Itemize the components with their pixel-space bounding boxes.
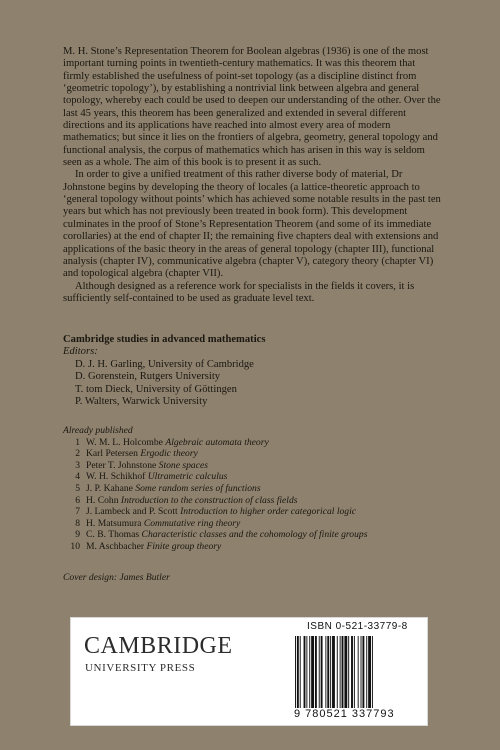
book-author: Peter T. Johnstone (86, 459, 157, 471)
book-item (63, 506, 463, 518)
book-title: Finite group theory (146, 540, 222, 552)
book-number: 1 (75, 436, 80, 448)
book-author: M. Aschbacher (86, 540, 145, 552)
book-author: Karl Petersen (86, 448, 138, 460)
isbn-label: ISBN 0-521-33779-8 (307, 621, 408, 632)
book-number: 8 (75, 517, 80, 529)
book-number: 6 (75, 494, 80, 506)
book-number: 9 (75, 529, 80, 541)
book-title: Introduction to higher order categorical logic (180, 506, 357, 518)
book-item (63, 495, 463, 507)
blurb-paragraph-1: M. H. Stone’s Representation Theorem for Boolean algebras (1936) is one of the most important turning points in twentieth-century mathematics. It was this theorem that firmly established the usefulness of point-set topology (as a discipline distinct from ‘geometric topology’), by establishing a nontrivial link between algebra and general topology, whereby each could be used to deepen our understanding of the other. Over the last 45 years, this theorem has been generalized and extended in several different directions and its applications have reached into almost every area of modern mathematics; but since it lies on the frontiers of algebra, geometry, general topology and functional analysis, the corpus of mathematics which has arisen in this way is seldom seen as a whole. The aim of this book is to present it as such. (63, 46, 441, 169)
publisher-barcode-panel (70, 617, 428, 726)
book-item (63, 437, 463, 449)
already-published-label: Already published (63, 425, 133, 436)
series-info (63, 334, 443, 408)
barcode-icon (293, 636, 405, 708)
editor-item: T. tom Dieck, University of Göttingen (75, 383, 237, 395)
book-author: W. M. L. Holcombe (86, 436, 163, 448)
blurb-paragraph-3: Although designed as a reference work for specialists in the fields it covers, it is sufficiently self-contained to be used as graduate level text. (63, 280, 415, 304)
book-title: Ultrametric calculus (147, 471, 228, 483)
book-number: 3 (75, 459, 80, 471)
book-title: Algebraic automata theory (165, 436, 269, 448)
book-author: C. B. Thomas (86, 529, 140, 541)
book-item (63, 541, 463, 553)
book-number: 2 (75, 448, 80, 460)
book-number: 7 (75, 506, 80, 518)
editor-item: P. Walters, Warwick University (75, 396, 208, 408)
cover-design-credit: Cover design: James Butler (63, 572, 170, 583)
book-title: Commutative ring theory (143, 517, 241, 529)
book-title: Characteristic classes and the cohomology of finite groups (141, 529, 368, 541)
book-author: W. H. Schikhof (86, 471, 146, 483)
book-title: Some random series of functions (135, 482, 261, 494)
editor-item: D. J. H. Garling, University of Cambridge (75, 358, 254, 370)
book-item (63, 460, 463, 472)
book-title: Introduction to the construction of class fields (120, 494, 298, 506)
book-number: 4 (75, 471, 80, 483)
editors-label: Editors: (63, 346, 98, 358)
book-title: Ergodic theory (140, 448, 198, 460)
book-item (63, 518, 463, 530)
book-number: 10 (70, 540, 80, 552)
book-title: Stone spaces (158, 459, 208, 471)
book-author: H. Matsumura (86, 517, 142, 529)
book-item (63, 448, 463, 460)
isbn-digits: 9 780521 337793 (294, 708, 395, 720)
book-item (63, 483, 463, 495)
publisher-logo: CAMBRIDGE (84, 633, 233, 659)
editor-item: D. Gorenstein, Rutgers University (75, 371, 221, 383)
blurb (63, 46, 441, 305)
series-title: Cambridge studies in advanced mathematics (63, 334, 266, 345)
book-author: J. P. Kahane (86, 482, 133, 494)
book-item (63, 529, 463, 541)
book-author: H. Cohn (86, 494, 119, 506)
book-number: 5 (75, 482, 80, 494)
blurb-paragraph-2: In order to give a unified treatment of this rather diverse body of material, Dr Johnstone begins by developing the theory of locales (a lattice-theoretic approach to ‘general topology without points’ which has achieved some notable results in the past ten years but which has not previously been treated in book form). This development culminates in the proof of Stone’s Representation Theorem (and some of its immediate corollaries) at the end of chapter II; the remaining five chapters deal with extensions and applications of the basic theory in the areas of general topology (chapter III), functional analysis (chapter IV), communicative algebra (chapter V), category theory (chapter VI) and topological algebra (chapter VII). (63, 169, 441, 280)
book-author: J. Lambeck and P. Scott (86, 506, 178, 518)
book-item (63, 471, 463, 483)
already-published (63, 425, 463, 553)
publisher-logo-subtitle: UNIVERSITY PRESS (85, 662, 196, 674)
